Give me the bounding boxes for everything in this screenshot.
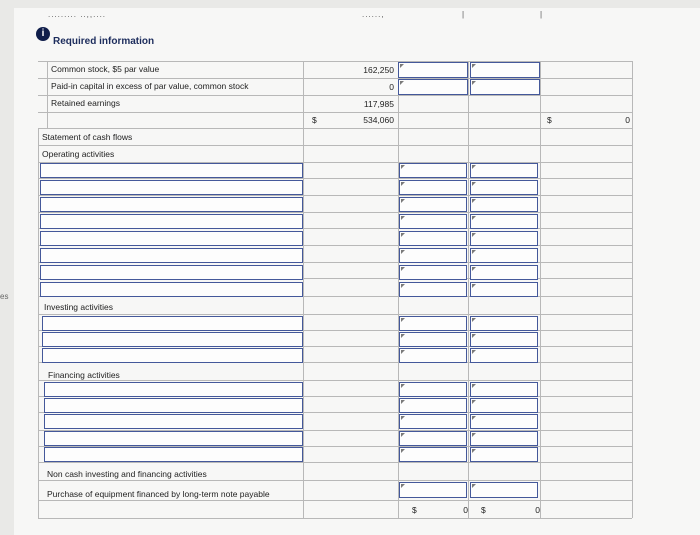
total-currency-sign: $ xyxy=(312,115,317,125)
equity-input-cell[interactable] xyxy=(398,62,468,78)
investing-activity-amount-input[interactable] xyxy=(399,332,467,347)
cell-flag-icon xyxy=(401,484,405,488)
financing-activity-label-input[interactable] xyxy=(44,431,303,446)
top-fragment-right-1: | xyxy=(462,10,466,19)
column-divider xyxy=(468,61,469,518)
row-divider xyxy=(38,112,632,113)
retained-earnings-label: Retained earnings xyxy=(51,98,120,108)
table-bottom-border xyxy=(38,518,632,519)
row-divider xyxy=(38,195,632,196)
investing-activity-amount-input[interactable] xyxy=(399,348,467,363)
noncash-amount-input[interactable] xyxy=(470,482,538,498)
cell-flag-icon xyxy=(401,250,405,254)
left-edge-text: es xyxy=(0,292,9,301)
paid-in-capital-label: Paid-in capital in excess of par value, common stock xyxy=(51,81,249,91)
cell-flag-icon xyxy=(401,334,405,338)
operating-activity-label-input[interactable] xyxy=(40,163,303,178)
cell-flag-icon xyxy=(401,449,405,453)
cell-flag-icon xyxy=(472,216,476,220)
cell-flag-icon xyxy=(401,416,405,420)
cell-flag-icon xyxy=(401,400,405,404)
equity-input-cell[interactable] xyxy=(398,79,468,95)
table-left-border xyxy=(38,128,39,518)
operating-activity-amount-input[interactable] xyxy=(470,282,538,297)
operating-activity-amount-input[interactable] xyxy=(470,231,538,246)
retained-earnings-value: 117,985 xyxy=(363,99,394,109)
equity-input-cell[interactable] xyxy=(470,79,540,95)
cell-flag-icon xyxy=(401,433,405,437)
financing-activity-amount-input[interactable] xyxy=(399,447,467,462)
investing-activity-label-input[interactable] xyxy=(42,348,303,363)
cell-flag-icon xyxy=(472,400,476,404)
financing-activity-amount-input[interactable] xyxy=(470,414,538,429)
cell-flag-icon xyxy=(401,216,405,220)
cell-flag-icon xyxy=(472,199,476,203)
operating-activity-amount-input[interactable] xyxy=(399,282,467,297)
cell-flag-icon xyxy=(472,334,476,338)
operating-activity-amount-input[interactable] xyxy=(470,214,538,229)
top-fragment-left: ......... ..,,.... xyxy=(48,10,107,19)
investing-activity-amount-input[interactable] xyxy=(470,332,538,347)
cell-flag-icon xyxy=(472,250,476,254)
investing-activity-amount-input[interactable] xyxy=(470,316,538,331)
operating-activities-label: Operating activities xyxy=(42,149,115,159)
operating-activity-label-input[interactable] xyxy=(40,248,303,263)
table-top-border xyxy=(38,61,632,62)
equity-total-value: 534,060 xyxy=(363,115,394,125)
financing-activity-amount-input[interactable] xyxy=(470,398,538,413)
cell-flag-icon xyxy=(472,81,476,85)
investing-activity-label-input[interactable] xyxy=(42,332,303,347)
top-fragment-middle: ......, xyxy=(362,10,385,19)
right-total-value: 0 xyxy=(625,115,630,125)
row-divider xyxy=(38,95,632,96)
financing-activity-amount-input[interactable] xyxy=(399,414,467,429)
financing-activity-amount-input[interactable] xyxy=(399,382,467,397)
operating-activity-amount-input[interactable] xyxy=(399,214,467,229)
row-divider xyxy=(38,212,632,213)
bottom-value-2: 0 xyxy=(535,505,540,515)
cell-flag-icon xyxy=(401,199,405,203)
cell-flag-icon xyxy=(401,267,405,271)
row-divider xyxy=(38,480,632,481)
bottom-currency-sign-2: $ xyxy=(481,505,486,515)
noncash-activities-label: Non cash investing and financing activities xyxy=(47,469,207,479)
right-total-currency-sign: $ xyxy=(547,115,552,125)
operating-activity-label-input[interactable] xyxy=(40,197,303,212)
cell-flag-icon xyxy=(401,284,405,288)
financing-activity-amount-input[interactable] xyxy=(470,382,538,397)
operating-activity-amount-input[interactable] xyxy=(399,231,467,246)
statement-of-cash-flows-label: Statement of cash flows xyxy=(42,132,133,142)
cell-flag-icon xyxy=(472,267,476,271)
cell-flag-icon xyxy=(400,64,404,68)
operating-activity-label-input[interactable] xyxy=(40,282,303,297)
cell-flag-icon xyxy=(401,233,405,237)
row-divider xyxy=(38,462,632,463)
column-divider xyxy=(540,61,541,518)
investing-activity-amount-input[interactable] xyxy=(470,348,538,363)
row-divider xyxy=(38,145,632,146)
operating-activity-amount-input[interactable] xyxy=(470,180,538,195)
equipment-note-payable-label: Purchase of equipment financed by long-term note payable xyxy=(47,489,270,499)
operating-activity-amount-input[interactable] xyxy=(470,248,538,263)
row-divider xyxy=(38,128,632,129)
investing-activity-label-input[interactable] xyxy=(42,316,303,331)
row-divider xyxy=(38,78,632,79)
cell-flag-icon xyxy=(472,384,476,388)
cell-flag-icon xyxy=(400,81,404,85)
financing-activity-amount-input[interactable] xyxy=(399,431,467,446)
row-divider xyxy=(38,314,632,315)
row-divider xyxy=(38,500,632,501)
cell-flag-icon xyxy=(472,350,476,354)
cell-flag-icon xyxy=(472,182,476,186)
equity-input-cell[interactable] xyxy=(470,62,540,78)
cell-flag-icon xyxy=(472,433,476,437)
operating-activity-label-input[interactable] xyxy=(40,214,303,229)
table-right-border xyxy=(632,61,633,518)
cell-flag-icon xyxy=(472,165,476,169)
investing-activities-label: Investing activities xyxy=(44,302,113,312)
cell-flag-icon xyxy=(472,284,476,288)
cell-flag-icon xyxy=(472,318,476,322)
bottom-currency-sign-1: $ xyxy=(412,505,417,515)
cell-flag-icon xyxy=(401,165,405,169)
column-divider xyxy=(303,61,304,518)
financing-activity-amount-input[interactable] xyxy=(470,431,538,446)
cell-flag-icon xyxy=(472,416,476,420)
financing-activity-label-input[interactable] xyxy=(44,447,303,462)
investing-activity-amount-input[interactable] xyxy=(399,316,467,331)
operating-activity-label-input[interactable] xyxy=(40,265,303,280)
cell-flag-icon xyxy=(401,384,405,388)
operating-activity-amount-input[interactable] xyxy=(470,197,538,212)
financing-activity-label-input[interactable] xyxy=(44,414,303,429)
operating-activity-label-input[interactable] xyxy=(40,231,303,246)
financing-activity-label-input[interactable] xyxy=(44,382,303,397)
info-icon: i xyxy=(36,27,50,41)
operating-activity-amount-input[interactable] xyxy=(470,163,538,178)
cell-flag-icon xyxy=(472,484,476,488)
operating-activity-amount-input[interactable] xyxy=(399,248,467,263)
financing-activity-amount-input[interactable] xyxy=(470,447,538,462)
cell-flag-icon xyxy=(472,64,476,68)
operating-activity-amount-input[interactable] xyxy=(399,180,467,195)
financing-activity-label-input[interactable] xyxy=(44,398,303,413)
cell-flag-icon xyxy=(401,350,405,354)
cell-flag-icon xyxy=(401,318,405,322)
bottom-value-1: 0 xyxy=(463,505,468,515)
row-divider xyxy=(38,380,632,381)
noncash-amount-input[interactable] xyxy=(399,482,467,498)
operating-activity-amount-input[interactable] xyxy=(470,265,538,280)
operating-activity-label-input[interactable] xyxy=(40,180,303,195)
required-info-title: Required information xyxy=(53,36,155,47)
financing-activity-amount-input[interactable] xyxy=(399,398,467,413)
common-stock-value: 162,250 xyxy=(363,65,394,75)
operating-activity-amount-input[interactable] xyxy=(399,163,467,178)
top-fragment-right-2: | xyxy=(540,10,544,19)
cell-flag-icon xyxy=(401,182,405,186)
cell-flag-icon xyxy=(472,449,476,453)
operating-activity-amount-input[interactable] xyxy=(399,265,467,280)
paid-in-capital-value: 0 xyxy=(389,82,394,92)
common-stock-label: Common stock, $5 par value xyxy=(51,64,160,74)
operating-activity-amount-input[interactable] xyxy=(399,197,467,212)
cell-flag-icon xyxy=(472,233,476,237)
financing-activities-label: Financing activities xyxy=(48,370,120,380)
row-divider xyxy=(38,178,632,179)
